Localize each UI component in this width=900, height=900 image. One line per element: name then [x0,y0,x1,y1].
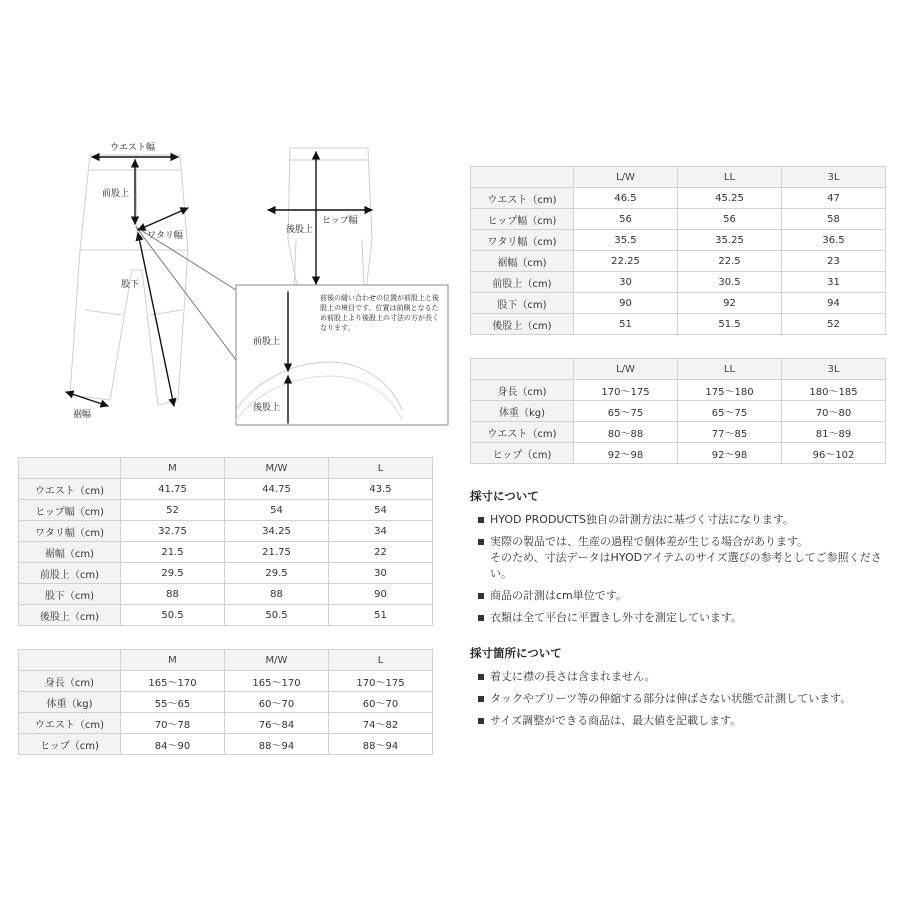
value-cell: 96〜102 [782,443,886,464]
note-item [470,691,885,707]
value-cell: 77〜85 [678,422,782,443]
notes-measurement-title: 採寸について [470,489,539,503]
row-label-cell: 後股上（cm) [471,314,574,335]
square-bullet-icon [478,593,484,599]
note-item [470,610,885,626]
value-cell: 88 [121,584,225,605]
table-row [19,605,433,626]
value-cell: 74〜82 [329,713,433,734]
size-header-cell: M/W [225,650,329,671]
table-row [471,272,886,293]
table-header-row [19,458,433,479]
size-header-cell: LL [678,359,782,380]
note-text: そのため、寸法データはHYODアイテムのサイズ選びの参考としてご参照ください。 [490,551,882,580]
value-cell: 36.5 [782,230,886,251]
back-rise-label: 後股上 [286,225,314,235]
note-item [470,588,885,604]
size-header-cell: L/W [574,167,678,188]
value-cell: 34 [329,521,433,542]
size-header-cell: M/W [225,458,329,479]
table-row [19,500,433,521]
table-corner-cell [19,650,121,671]
table-row [471,422,886,443]
callout-note: 前後の縫い合わせの位置が前股上と後股上の境目です。位置は前側となるため前股上より後股上の寸法の方が長くなります。 [320,294,439,332]
note-text: 衣類は全て平台に平置きし外寸を測定しています。 [490,611,743,624]
value-cell: 92〜98 [678,443,782,464]
value-cell: 170〜175 [574,380,678,401]
size-header-cell: 3L [782,167,886,188]
value-cell: 165〜170 [225,671,329,692]
value-cell: 58 [782,209,886,230]
callout-back-rise-label: 後股上 [253,403,281,413]
table-row [19,479,433,500]
value-cell: 29.5 [121,563,225,584]
table-corner-cell [19,458,121,479]
table-row [471,293,886,314]
row-label-cell: ヒップ幅（cm) [19,500,121,521]
size-table-measure-left [18,457,433,626]
value-cell: 65〜75 [678,401,782,422]
value-cell: 170〜175 [329,671,433,692]
value-cell: 51 [329,605,433,626]
value-cell: 47 [782,188,886,209]
hip-width-label: ヒップ幅 [322,216,358,226]
row-label-cell: 身長（cm) [19,671,121,692]
value-cell: 22.25 [574,251,678,272]
value-cell: 88〜94 [329,734,433,755]
square-bullet-icon [478,718,484,724]
value-cell: 21.5 [121,542,225,563]
size-header-cell: L [329,650,433,671]
value-cell: 65〜75 [574,401,678,422]
table-row [19,542,433,563]
value-cell: 88 [225,584,329,605]
table-row [19,713,433,734]
value-cell: 30.5 [678,272,782,293]
value-cell: 22.5 [678,251,782,272]
value-cell: 50.5 [121,605,225,626]
note-text: 実際の製品では、生産の過程で個体差が生じる場合があります。 [490,535,809,548]
value-cell: 34.25 [225,521,329,542]
value-cell: 56 [574,209,678,230]
row-label-cell: ワタリ幅（cm) [471,230,574,251]
value-cell: 76〜84 [225,713,329,734]
table-header-row [471,167,886,188]
table-row [19,734,433,755]
value-cell: 21.75 [225,542,329,563]
size-header-cell: LL [678,167,782,188]
value-cell: 52 [121,500,225,521]
callout-front-rise-label: 前股上 [253,337,281,347]
value-cell: 80〜88 [574,422,678,443]
value-cell: 46.5 [574,188,678,209]
value-cell: 84〜90 [121,734,225,755]
note-text: タックやプリーツ等の伸縮する部分は伸ばさない状態で計測しています。 [490,692,852,705]
value-cell: 30 [574,272,678,293]
table-row [19,584,433,605]
value-cell: 81〜89 [782,422,886,443]
row-label-cell: ウエスト（cm) [471,422,574,443]
row-label-cell: ヒップ幅（cm) [471,209,574,230]
value-cell: 54 [329,500,433,521]
table-row [19,521,433,542]
thigh-width-label: ワタリ幅 [147,231,183,241]
table-corner-cell [471,167,574,188]
value-cell: 35.5 [574,230,678,251]
value-cell: 43.5 [329,479,433,500]
row-label-cell: 股下（cm) [471,293,574,314]
note-item [470,713,885,729]
row-label-cell: ウエスト（cm) [471,188,574,209]
value-cell: 60〜70 [225,692,329,713]
size-header-cell: L [329,458,433,479]
square-bullet-icon [478,517,484,523]
value-cell: 23 [782,251,886,272]
note-item [470,534,885,582]
row-label-cell: 前股上（cm) [19,563,121,584]
row-label-cell: 裾幅（cm) [471,251,574,272]
note-text: 着丈に襟の長さは含まれません。 [490,670,656,683]
table-row [471,443,886,464]
value-cell: 44.75 [225,479,329,500]
table-header-row [471,359,886,380]
hem-width-label: 裾幅 [73,410,92,420]
value-cell: 50.5 [225,605,329,626]
size-header-cell: M [121,650,225,671]
table-row [19,563,433,584]
row-label-cell: ヒップ（cm) [471,443,574,464]
table-row [19,692,433,713]
value-cell: 29.5 [225,563,329,584]
size-table-body-right [470,358,886,464]
value-cell: 54 [225,500,329,521]
value-cell: 30 [329,563,433,584]
size-table-measure-right [470,166,886,335]
square-bullet-icon [478,674,484,680]
inseam-arrow [138,233,174,406]
notes-points-title: 採寸箇所について [470,646,562,660]
value-cell: 35.25 [678,230,782,251]
row-label-cell: ウエスト（cm) [19,713,121,734]
value-cell: 180〜185 [782,380,886,401]
notes-measurement [470,488,885,632]
note-item [470,512,885,528]
square-bullet-icon [478,615,484,621]
value-cell: 55〜65 [121,692,225,713]
value-cell: 70〜78 [121,713,225,734]
size-header-cell: L/W [574,359,678,380]
thigh-arrow [138,208,188,230]
value-cell: 51 [574,314,678,335]
table-row [19,671,433,692]
value-cell: 41.75 [121,479,225,500]
table-row [471,230,886,251]
table-row [471,209,886,230]
value-cell: 45.25 [678,188,782,209]
notes-measurement-list [470,512,885,626]
row-label-cell: 体重（kg) [471,401,574,422]
value-cell: 165〜170 [121,671,225,692]
inseam-label: 股下 [121,280,140,290]
row-label-cell: ワタリ幅（cm) [19,521,121,542]
row-label-cell: 後股上（cm) [19,605,121,626]
value-cell: 52 [782,314,886,335]
note-text: 商品の計測はcm単位です。 [490,589,627,602]
table-row [471,188,886,209]
square-bullet-icon [478,539,484,545]
value-cell: 22 [329,542,433,563]
row-label-cell: 身長（cm) [471,380,574,401]
note-text: サイズ調整ができる商品は、最大値を記載します。 [490,714,742,727]
value-cell: 92 [678,293,782,314]
value-cell: 56 [678,209,782,230]
note-text: HYOD PRODUCTS独自の計測方法に基づく寸法になります。 [490,513,794,526]
value-cell: 90 [574,293,678,314]
row-label-cell: 股下（cm) [19,584,121,605]
table-corner-cell [471,359,574,380]
value-cell: 92〜98 [574,443,678,464]
value-cell: 60〜70 [329,692,433,713]
value-cell: 175〜180 [678,380,782,401]
row-label-cell: 体重（kg) [19,692,121,713]
value-cell: 94 [782,293,886,314]
value-cell: 88〜94 [225,734,329,755]
value-cell: 51.5 [678,314,782,335]
value-cell: 70〜80 [782,401,886,422]
row-label-cell: 前股上（cm) [471,272,574,293]
table-row [471,314,886,335]
table-row [471,380,886,401]
table-header-row [19,650,433,671]
value-cell: 90 [329,584,433,605]
waist-width-label: ウエスト幅 [110,143,156,153]
notes-points [470,645,885,735]
size-table-body-left [18,649,433,755]
value-cell: 32.75 [121,521,225,542]
front-rise-label: 前股上 [102,189,130,199]
table-row [471,251,886,272]
size-header-cell: 3L [782,359,886,380]
value-cell: 31 [782,272,886,293]
pants-diagram-svg [50,130,450,430]
size-header-cell: M [121,458,225,479]
notes-points-list [470,669,885,729]
row-label-cell: ヒップ（cm) [19,734,121,755]
row-label-cell: 裾幅（cm) [19,542,121,563]
square-bullet-icon [478,696,484,702]
note-item [470,669,885,685]
table-row [471,401,886,422]
row-label-cell: ウエスト（cm) [19,479,121,500]
pants-measurement-diagram [50,130,450,430]
